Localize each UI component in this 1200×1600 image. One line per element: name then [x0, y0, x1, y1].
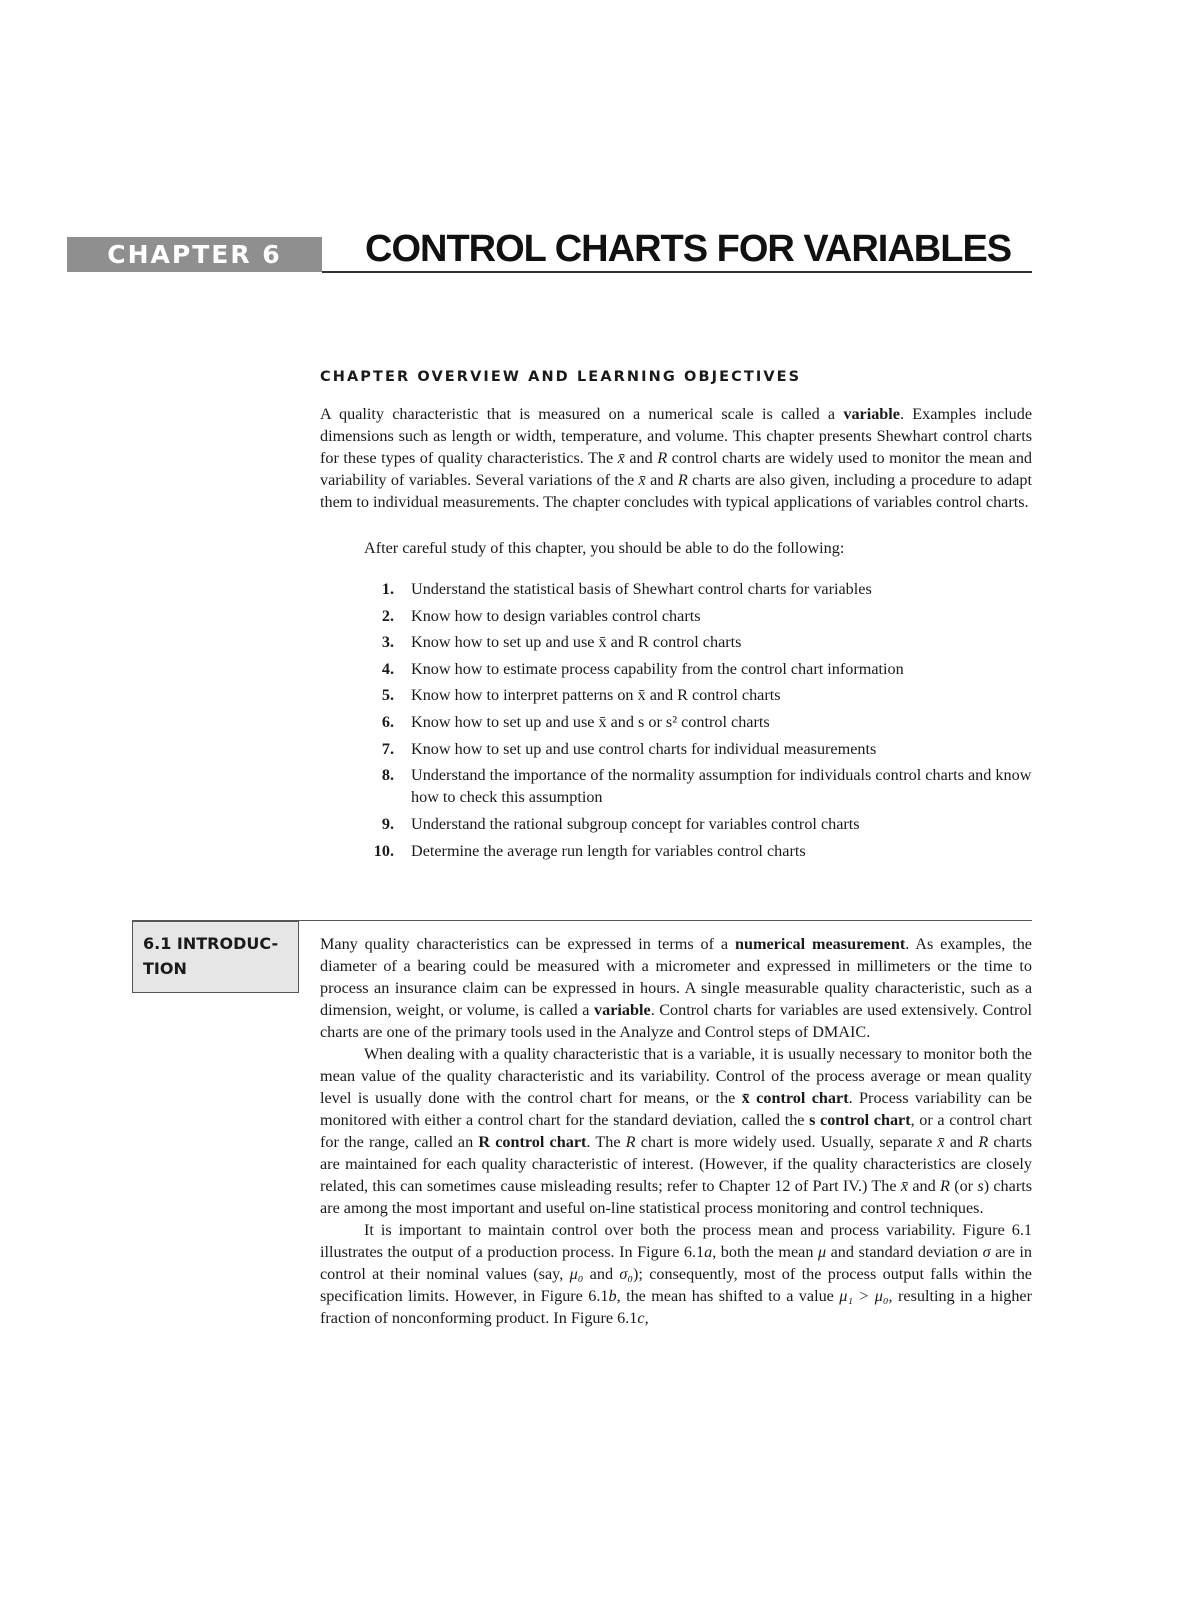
objective-number: 9. — [381, 815, 394, 834]
overview-heading: CHAPTER OVERVIEW AND LEARNING OBJECTIVES — [320, 369, 802, 385]
objective-text: Know how to estimate process capability from the control chart information — [411, 659, 904, 678]
objective-number: 1. — [381, 580, 394, 598]
objective-item — [364, 578, 1032, 600]
section-body — [320, 933, 1032, 1329]
objective-text: Know how to set up and use control charts for individual measurements — [411, 739, 877, 758]
objective-number: 5. — [381, 686, 394, 705]
objective-number: 3. — [381, 633, 394, 652]
objective-item — [364, 605, 1032, 627]
learning-objectives-list — [364, 578, 1032, 866]
objective-item — [364, 764, 1032, 809]
chapter-label: CHAPTER 6 — [67, 237, 322, 272]
objective-number: 4. — [381, 659, 394, 678]
objective-item — [364, 658, 1032, 680]
section-paragraph: When dealing with a quality characteristic that is a variable, it is usually necessary to monitor both the mean value of the quality characteristic and its variability. Control of the process average or mean quality level is usually done with the control chart for means, or the x̄ control chart. Process variability can be monitored with either a control chart for the standard deviation, called the s control chart, or a control chart for the range, called an R control chart. The R chart is more widely used. Usually, separate x̄ and R charts are maintained for each quality characteristic of interest. (However, if the quality characteristics are closely related, this can sometimes cause misleading results; refer to Chapter 12 of Part IV.) The x̄ and R (or s) charts are among the most important and useful on-line statistical process monitoring and control techniques. — [320, 1045, 1033, 1217]
objective-text: Understand the statistical basis of Shewhart control charts for variables — [411, 580, 872, 598]
section-paragraph: It is important to maintain control over both the process mean and process variability. Figure 6.1 illustrates the output of a production process. In Figure 6.1a, both the mean μ and standard deviation σ are in control at their nominal values (say, μ₀ and σ₀); consequently, most of the process output falls within the specification limits. However, in Figure 6.1b, the mean has shifted to a value μ₁ > μ₀, resulting in a higher fraction of nonconforming product. In Figure 6.1c, — [320, 1221, 1033, 1327]
chapter-title: CONTROL CHARTS FOR VARIABLES — [365, 228, 1012, 270]
objective-item — [364, 631, 1032, 653]
objective-number: 6. — [381, 712, 394, 731]
objective-number: 8. — [381, 766, 394, 785]
chapter-title-rule — [322, 271, 1032, 273]
objective-item — [364, 684, 1032, 706]
objective-item — [364, 738, 1032, 760]
objective-text: Understand the importance of the normality assumption for individuals control charts and know how to check this assumption — [411, 766, 1032, 807]
objective-text: Know how to design variables control charts — [411, 606, 701, 625]
objective-item — [364, 813, 1032, 835]
objective-item — [364, 840, 1032, 862]
section-paragraph: Many quality characteristics can be expressed in terms of a numerical measurement. As examples, the diameter of a bearing could be measured with a micrometer and expressed in millimeters or the time to process an insurance claim can be expressed in hours. A single measurable quality characteristic, such as a dimension, weight, or volume, is called a variable. Control charts for variables are used extensively. Control charts are one of the primary tools used in the Analyze and Control steps of DMAIC. — [320, 935, 1033, 1041]
objective-number: 2. — [381, 606, 394, 625]
section-heading-box — [132, 921, 299, 993]
section-heading: 6.1 INTRODUC-TION — [143, 934, 279, 978]
objectives-intro: After careful study of this chapter, you should be able to do the following: — [364, 539, 845, 557]
objective-text: Understand the rational subgroup concept for variables control charts — [411, 815, 860, 834]
overview-paragraph: A quality characteristic that is measured on a numerical scale is called a variable. Examples include dimensions such as length or width, temperature, and volume. This chapter presents Shewhart control charts for these types of quality characteristics. The x̄ and R control charts are widely used to monitor the mean and variability of variables. Several variations of the x̄ and R charts are also given, including a procedure to adapt them to individual measurements. The chapter concludes with typical applications of variables control charts. — [320, 405, 1033, 511]
objective-number: 10. — [373, 841, 394, 860]
objective-text: Determine the average run length for variables control charts — [411, 841, 806, 860]
objective-text: Know how to set up and use x̄ and R control charts — [411, 633, 742, 652]
objective-text: Know how to interpret patterns on x̄ and R control charts — [411, 686, 781, 705]
objective-item — [364, 711, 1032, 733]
objective-number: 7. — [381, 739, 394, 758]
objective-text: Know how to set up and use x̄ and s or s² control charts — [411, 712, 770, 731]
